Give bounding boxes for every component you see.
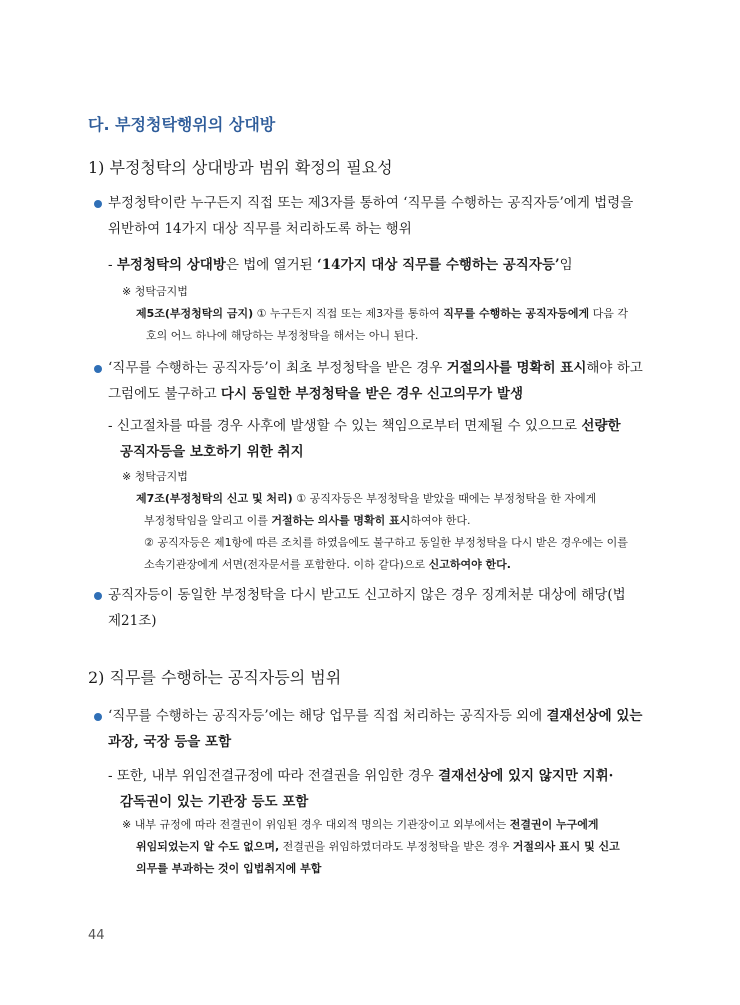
subsection-title-1: 1) 부정청탁의 상대방과 범위 확정의 필요성 <box>88 158 393 177</box>
law-citation-1 <box>122 281 662 347</box>
law-text-line2: 호의 어느 하나에 해당하는 부정청탁을 해서는 아니 된다. <box>146 329 419 342</box>
paragraph-4: ‘직무를 수행하는 공직자등’에는 해당 업무를 직접 처리하는 공직자등 외에 결재선상에 있는 과장, 국장 등을 포함 <box>108 708 643 750</box>
paragraph-1-dash: - 부정청탁의 상대방은 법에 열거된 ‘14가지 대상 직무를 수행하는 공직자등’임 <box>108 257 573 273</box>
subsection-title-2: 2) 직무를 수행하는 공직자등의 범위 <box>88 668 342 687</box>
paragraph-2-dash: - 신고절차를 따를 경우 사후에 발생할 수 있는 책임으로부터 면제될 수 있으므로 선량한 공직자등을 보호하기 위한 취지 <box>108 418 621 460</box>
section-title: 다. 부정청탁행위의 상대방 <box>88 115 276 134</box>
emphasis: 부정청탁의 상대방 <box>116 257 226 273</box>
paragraph-4-dash: - 또한, 내부 위임전결규정에 따라 전결권을 위임한 경우 결재선상에 있지 않지만 지휘· 감독권이 있는 기관장 등도 포함 <box>108 768 614 810</box>
paragraph-3: 공직자등이 동일한 부정청탁을 다시 받고도 신고하지 않은 경우 징계처분 대상에 해당(법 제21조) <box>108 587 626 629</box>
law-text-line1: 제5조(부정청탁의 금지) ① 누구든지 직접 또는 제3자를 통하여 직무를 수행하는 공직자등에게 다음 각 <box>136 307 628 320</box>
paragraph-1 <box>108 190 668 242</box>
paragraph-1-line1: 부정청탁이란 누구든지 직접 또는 제3자를 통하여 ‘직무를 수행하는 공직자등’에게 법령을 <box>108 195 634 211</box>
paragraph-2: ‘직무를 수행하는 공직자등’이 최초 부정청탁을 받은 경우 거절의사를 명확히 표시해야 하고 그럼에도 불구하고 다시 동일한 부정청탁을 받은 경우 신고의무가 발생 <box>108 360 643 402</box>
emphasis: ‘14가지 대상 직무를 수행하는 공직자등’ <box>317 257 560 273</box>
paragraph-1-line2: 위반하여 14가지 대상 직무를 처리하도록 하는 행위 <box>108 221 412 237</box>
note: ※ 내부 규정에 따라 전결권이 위임된 경우 대외적 명의는 기관장이고 외부에서는 전결권이 누구에게 위임되었는지 알 수도 없으며, 전결권을 위임하였더라도 부정청탁을 받은 경우 거절의사 표시 및 신고 의무를 부과하는 것이 입법취지에 부합 <box>122 818 620 875</box>
page-number: 44 <box>88 928 105 943</box>
law-citation-2: ※ 청탁금지법 제7조(부정청탁의 신고 및 처리) ① 공직자등은 부정청탁을 받았을 때에는 부정청탁을 한 자에게 부정청탁임을 알리고 이를 거절하는 의사를 명확히 표시하여야 한다. ② 공직자등은 제1항에 따른 조치를 하였음에도 불구하고 동일한 부정청탁을 다시 받은 경우에는 이를 소속기관장에게 서면(전자문서를 포함한다. 이하 같다)으로 신고하여야 한다. <box>122 466 662 576</box>
law-mark: ※ 청탁금지법 <box>122 285 188 298</box>
law-mark: ※ 청탁금지법 <box>122 470 188 483</box>
bullet-dot <box>94 365 102 373</box>
bullet-dot <box>94 592 102 600</box>
bullet-dot <box>94 713 102 721</box>
bullet-dot <box>94 200 102 208</box>
